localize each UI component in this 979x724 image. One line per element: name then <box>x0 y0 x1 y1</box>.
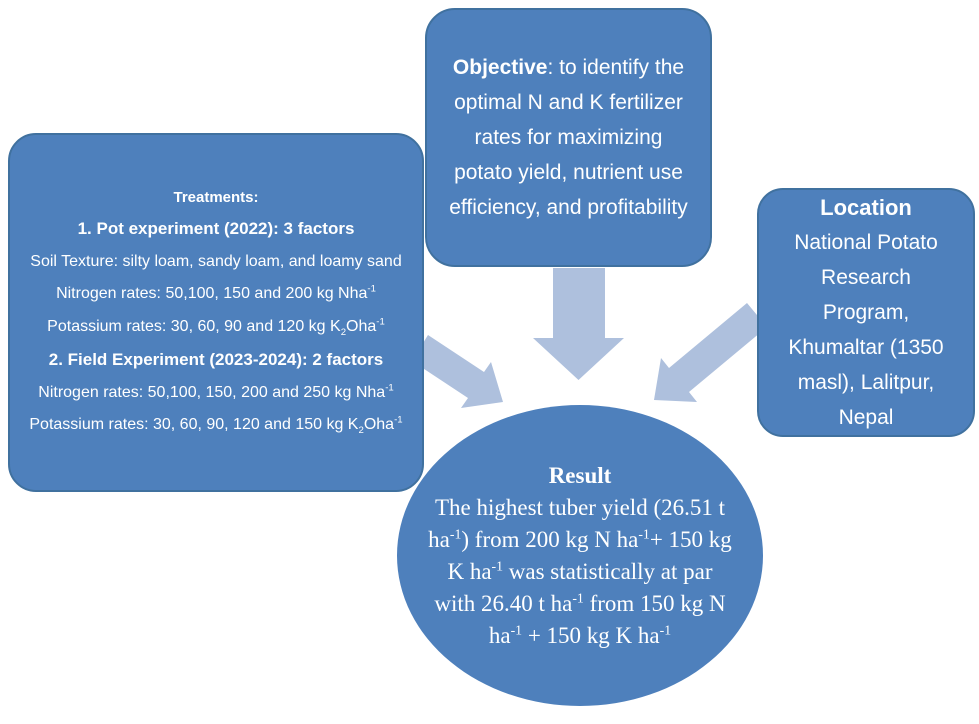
objective-box <box>425 8 712 267</box>
treatments-item-soil-texture: Soil Texture: silty loam, sandy loam, and loamy sand <box>30 253 402 271</box>
treatments-heading: Treatments: <box>173 189 259 207</box>
arrow-treatments-to-result-icon <box>412 335 503 408</box>
treatments-item-nitrogen-pot: Nitrogen rates: 50,100, 150 and 200 kg Nha$^{-1}$ <box>56 284 376 303</box>
treatments-box <box>8 133 424 492</box>
location-heading: Location <box>820 195 912 220</box>
objective-heading: Objective <box>452 56 548 79</box>
treatments-item-pot-experiment: 1. Pot experiment (2022): 3 factors <box>77 219 355 239</box>
treatments-item-potassium-pot: Potassium rates: 30, 60, 90 and 120 kg $K_2Oha^{-1}$ <box>47 316 385 338</box>
arrow-objective-to-result-icon <box>533 268 624 380</box>
location-box <box>757 188 975 437</box>
treatments-item-potassium-field: Potassium rates: 30, 60, 90, 120 and 150 kg $K_2Oha^{-1}$ <box>29 415 403 437</box>
treatments-item-field-experiment: 2. Field Experiment (2023-2024): 2 factors <box>48 350 384 370</box>
arrow-location-to-result-icon <box>654 303 767 402</box>
result-ellipse <box>397 405 763 706</box>
result-heading: Result <box>548 462 612 488</box>
objective-text <box>445 50 692 225</box>
objective-body: : to identify the optimal N and K fertilizer rates for maximizing potato yield, nutrient use efficiency, and profitability <box>449 56 688 219</box>
result-body: The highest tuber yield (26.51 t $ha^{-1}$) from 200 kg N $ha^{-1}+ 150$ kg K $ha^{-1}$ was statistically at par with 26.40 t $ha^{-1}$ from 150 kg N $ha^{-1} + 150$ kg K $ha^{-1}$ <box>428 494 732 648</box>
location-body: National Potato Research Program, Khumaltar (1350 masl), Lalitpur, Nepal <box>788 231 944 429</box>
treatments-item-nitrogen-field: Nitrogen rates: 50,100, 150, 200 and 250 kg Nha$^{-1}$ <box>38 382 394 401</box>
